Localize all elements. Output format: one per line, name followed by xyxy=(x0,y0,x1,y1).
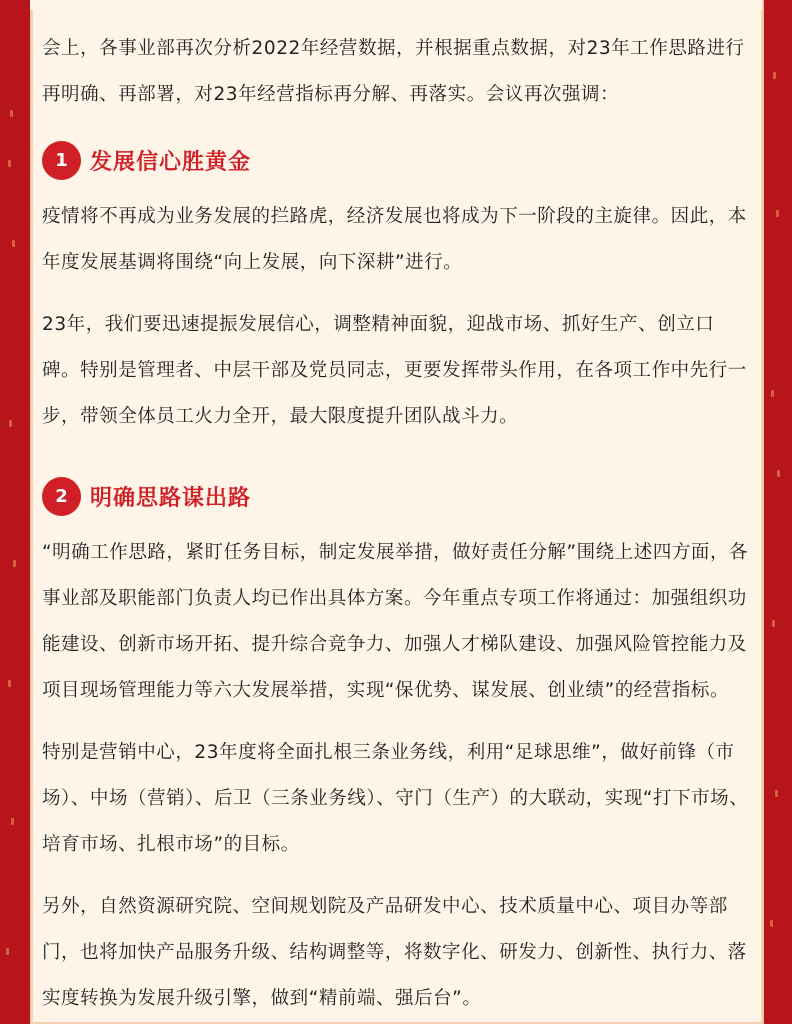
frame-decoration xyxy=(777,470,780,477)
frame-decoration xyxy=(10,110,13,117)
frame-decoration xyxy=(11,818,14,825)
frame-decoration xyxy=(770,920,773,927)
frame-decoration xyxy=(773,72,776,79)
frame-decoration xyxy=(9,420,12,427)
section-title: 发展信心胜黄金 xyxy=(90,149,252,175)
section-1-paragraph-1: 疫情将不再成为业务发展的拦路虎，经济发展也将成为下一阶段的主旋律。因此，本年度发展基调将围绕“向上发展，向下深耕”进行。 xyxy=(42,206,747,273)
article-content xyxy=(42,26,752,1022)
section-number-badge: 2 xyxy=(42,477,81,516)
frame-decoration xyxy=(12,240,15,247)
section-1-paragraph-2: 23年，我们要迅速提振发展信心，调整精神面貌，迎战市场、抓好生产、创立口碑。特别是管理者、中层干部及党员同志，更要发挥带头作用，在各项工作中先行一步，带领全体员工火力全开，最大限度提升团队战斗力。 xyxy=(42,314,747,427)
section-2-paragraph-2: 特别是营销中心，23年度将全面扎根三条业务线，利用“足球思维”，做好前锋（市场）、中场（营销）、后卫（三条业务线）、守门（生产）的大联动，实现“打下市场、培育市场、扎根市场”的目标。 xyxy=(42,742,749,855)
frame-decoration xyxy=(8,160,11,167)
intro-paragraph: 会上，各事业部再次分析2022年经营数据，并根据重点数据，对23年工作思路进行再明确、再部署，对23年经营指标再分解、再落实。会议再次强调： xyxy=(42,38,745,105)
frame-decoration xyxy=(771,390,774,397)
section-number-badge: 1 xyxy=(42,141,81,180)
frame-decoration xyxy=(6,948,9,955)
section-title: 明确思路谋出路 xyxy=(90,485,252,511)
frame-decoration xyxy=(13,560,16,567)
section-1-heading xyxy=(42,140,752,180)
section-2-paragraph-3: 另外，自然资源研究院、空间规划院及产品研发中心、技术质量中心、项目办等部门，也将加快产品服务升级、结构调整等，将数字化、研发力、创新性、执行力、落实度转换为发展升级引擎，做到“精前端、强后台”。 xyxy=(42,896,747,1009)
frame-decoration xyxy=(775,790,778,797)
frame-decoration xyxy=(772,620,775,627)
section-2-heading xyxy=(42,476,752,516)
frame-decoration xyxy=(8,680,11,687)
section-2-paragraph-1: “明确工作思路，紧盯任务目标，制定发展举措，做好责任分解”围绕上述四方面，各事业部及职能部门负责人均已作出具体方案。今年重点专项工作将通过：加强组织功能建设、创新市场开拓、提升综合竞争力、加强人才梯队建设、加强风险管控能力及项目现场管理能力等六大发展举措，实现“保优势、谋发展、创业绩”的经营指标。 xyxy=(42,542,749,701)
frame-decoration xyxy=(776,210,779,217)
panel-top-strip xyxy=(30,0,762,10)
